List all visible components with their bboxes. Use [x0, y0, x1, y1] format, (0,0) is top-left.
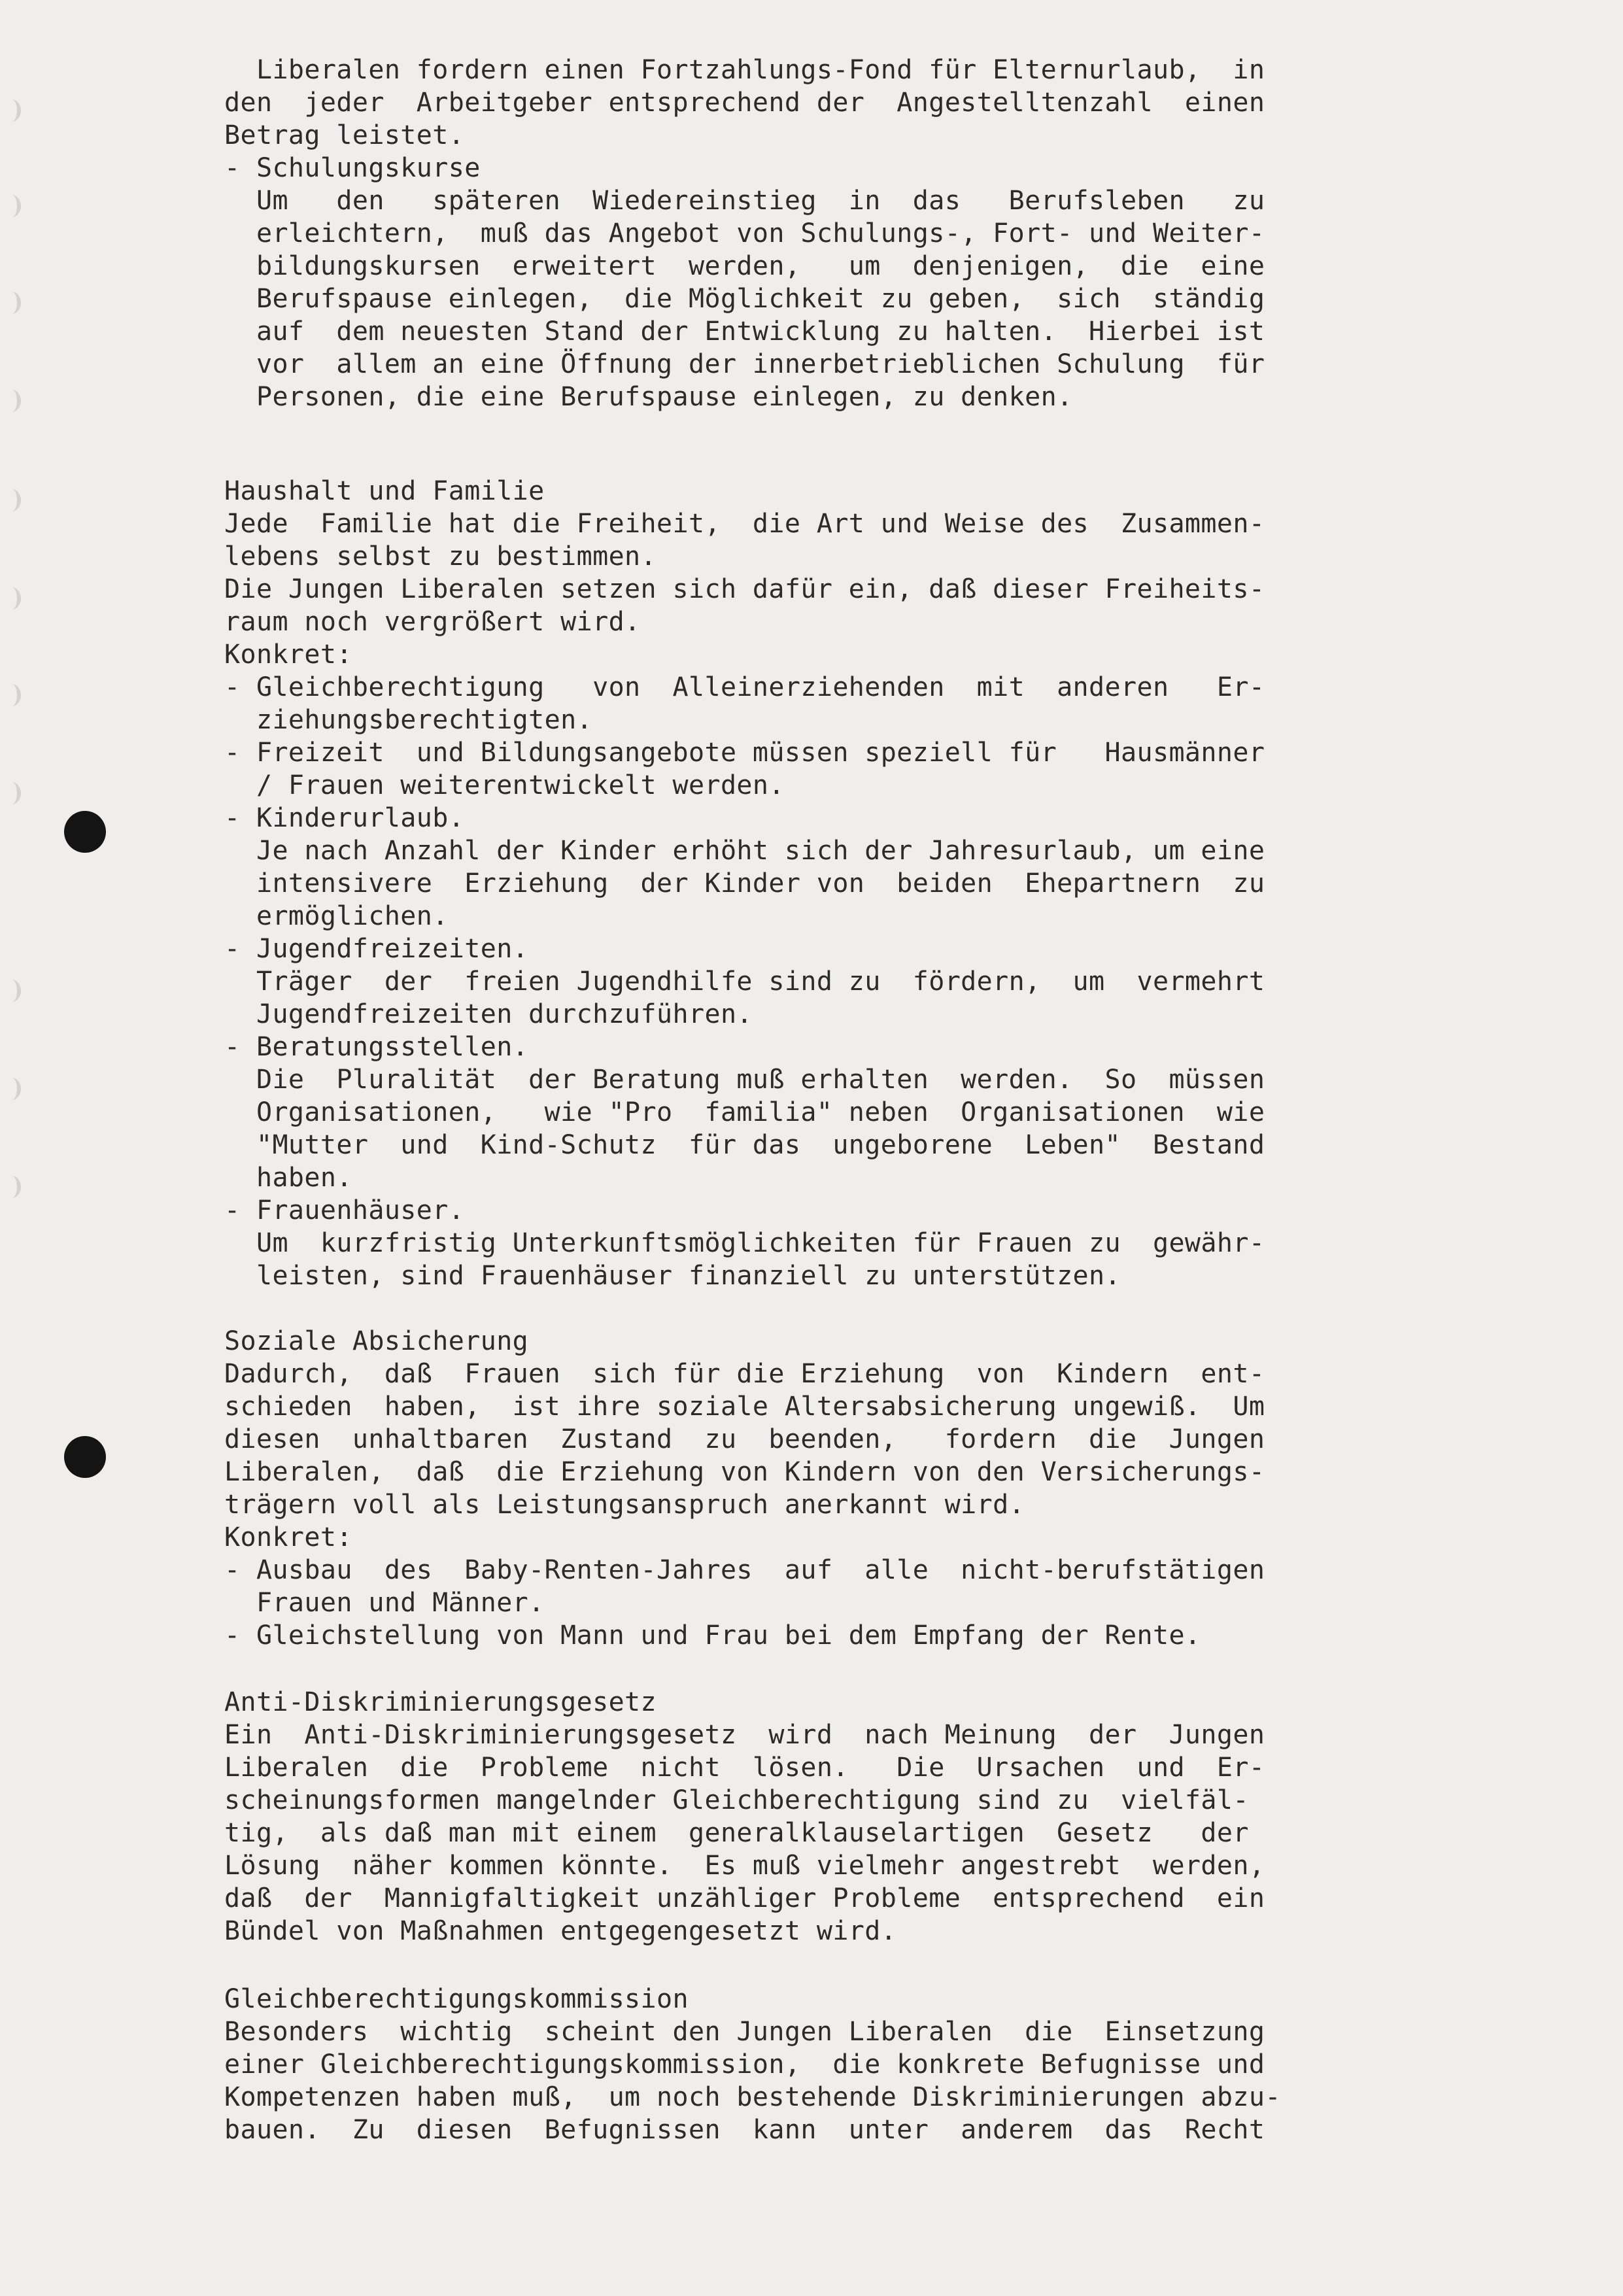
margin-mark — [3, 292, 21, 314]
text-line: Kompetenzen haben muß, um noch bestehende Diskriminierungen abzu- — [224, 2082, 1281, 2112]
margin-mark — [3, 1176, 21, 1198]
margin-mark — [3, 782, 21, 804]
text-line: diesen unhaltbaren Zustand zu beenden, fordern die Jungen — [224, 1424, 1265, 1454]
text-line: Besonders wichtig scheint den Jungen Liberalen die Einsetzung — [224, 2017, 1265, 2047]
text-line: ziehungsberechtigten. — [224, 705, 593, 735]
text-line: Ein Anti-Diskriminierungsgesetz wird nach Meinung der Jungen — [224, 1720, 1265, 1750]
text-line: trägern voll als Leistungsanspruch anerkannt wird. — [224, 1490, 1025, 1520]
margin-mark — [3, 684, 21, 706]
text-line: Träger der freien Jugendhilfe sind zu fördern, um vermehrt — [224, 967, 1265, 997]
text-line: Konkret: — [224, 1522, 352, 1552]
text-line: Dadurch, daß Frauen sich für die Erziehung von Kindern ent- — [224, 1359, 1265, 1389]
text-line: Die Jungen Liberalen setzen sich dafür ein, daß dieser Freiheits- — [224, 574, 1265, 604]
margin-mark — [3, 99, 21, 122]
text-line: Um den späteren Wiedereinstieg in das Berufsleben zu — [224, 186, 1265, 216]
text-line: intensivere Erziehung der Kinder von beiden Ehepartnern zu — [224, 868, 1265, 899]
text-line: Um kurzfristig Unterkunftsmöglichkeiten für Frauen zu gewähr- — [224, 1228, 1265, 1258]
text-line: Jede Familie hat die Freiheit, die Art und Weise des Zusammen- — [224, 509, 1265, 539]
text-line: "Mutter und Kind-Schutz für das ungeborene Leben" Bestand — [224, 1130, 1265, 1160]
text-line: daß der Mannigfaltigkeit unzähliger Probleme entsprechend ein — [224, 1883, 1265, 1913]
margin-mark — [3, 390, 21, 412]
margin-mark — [3, 587, 21, 609]
text-line: - Schulungskurse — [224, 153, 481, 183]
text-line: / Frauen weiterentwickelt werden. — [224, 770, 785, 800]
text-line: erleichtern, muß das Angebot von Schulungs-, Fort- und Weiter- — [224, 218, 1265, 248]
text-block — [224, 54, 1297, 413]
punch-hole-top — [64, 811, 106, 853]
text-line: Lösung näher kommen könnte. Es muß vielmehr angestrebt werden, — [224, 1851, 1265, 1881]
text-line: - Gleichberechtigung von Alleinerziehenden mit anderen Er- — [224, 672, 1265, 702]
margin-mark — [3, 980, 21, 1002]
text-line: - Gleichstellung von Mann und Frau bei dem Empfang der Rente. — [224, 1620, 1201, 1651]
text-block — [224, 475, 1297, 1292]
text-line: tig, als daß man mit einem generalklauselartigen Gesetz der — [224, 1818, 1249, 1848]
text-line: - Beratungsstellen. — [224, 1032, 529, 1062]
text-line: - Frauenhäuser. — [224, 1195, 465, 1225]
text-line: schieden haben, ist ihre soziale Altersabsicherung ungewiß. Um — [224, 1392, 1265, 1422]
text-line: - Jugendfreizeiten. — [224, 934, 529, 964]
text-line: Je nach Anzahl der Kinder erhöht sich der Jahresurlaub, um eine — [224, 836, 1265, 866]
margin-mark — [3, 195, 21, 217]
text-line: Liberalen, daß die Erziehung von Kindern von den Versicherungs- — [224, 1457, 1265, 1487]
section-heading: Soziale Absicherung — [224, 1326, 529, 1356]
text-line: bildungskursen erweitert werden, um denjenigen, die eine — [224, 251, 1265, 281]
text-line: - Kinderurlaub. — [224, 803, 465, 833]
section-heading: Gleichberechtigungskommission — [224, 1984, 689, 2014]
text-line: Liberalen fordern einen Fortzahlungs-Fond für Elternurlaub, in — [224, 55, 1265, 85]
text-line: lebens selbst zu bestimmen. — [224, 541, 657, 572]
text-line: auf dem neuesten Stand der Entwicklung zu halten. Hierbei ist — [224, 317, 1265, 347]
section-heading: Anti-Diskriminierungsgesetz — [224, 1687, 657, 1717]
text-line: Liberalen die Probleme nicht lösen. Die Ursachen und Er- — [224, 1753, 1265, 1783]
text-line: - Ausbau des Baby-Renten-Jahres auf alle nicht-berufstätigen — [224, 1555, 1265, 1585]
text-line: - Freizeit und Bildungsangebote müssen speziell für Hausmänner — [224, 738, 1265, 768]
text-line: raum noch vergrößert wird. — [224, 607, 641, 637]
text-line: Organisationen, wie "Pro familia" neben Organisationen wie — [224, 1097, 1265, 1127]
text-line: den jeder Arbeitgeber entsprechend der Angestelltenzahl einen — [224, 88, 1265, 118]
text-line: bauen. Zu diesen Befugnissen kann unter anderem das Recht — [224, 2115, 1265, 2145]
text-block — [224, 1325, 1297, 1652]
section-heading: Haushalt und Familie — [224, 476, 545, 506]
margin-mark — [3, 1078, 21, 1100]
text-line: Berufspause einlegen, die Möglichkeit zu geben, sich ständig — [224, 284, 1265, 314]
text-line: leisten, sind Frauenhäuser finanziell zu unterstützen. — [224, 1261, 1121, 1291]
text-block — [224, 1983, 1297, 2146]
text-line: Die Pluralität der Beratung muß erhalten werden. So müssen — [224, 1065, 1265, 1095]
text-line: Personen, die eine Berufspause einlegen, zu denken. — [224, 382, 1073, 412]
text-block — [224, 1686, 1297, 1947]
text-line: ermöglichen. — [224, 901, 449, 931]
text-line: Jugendfreizeiten durchzuführen. — [224, 999, 753, 1029]
text-line: einer Gleichberechtigungskommission, die konkrete Befugnisse und — [224, 2049, 1265, 2080]
text-line: scheinungsformen mangelnder Gleichberechtigung sind zu vielfäl- — [224, 1785, 1249, 1815]
punch-hole-bottom — [64, 1436, 106, 1478]
text-line: Betrag leistet. — [224, 120, 465, 150]
text-line: haben. — [224, 1163, 352, 1193]
text-line: Bündel von Maßnahmen entgegengesetzt wird. — [224, 1916, 897, 1946]
text-line: Konkret: — [224, 640, 352, 670]
margin-mark — [3, 489, 21, 511]
text-line: vor allem an eine Öffnung der innerbetrieblichen Schulung für — [224, 349, 1265, 379]
text-line: Frauen und Männer. — [224, 1588, 545, 1618]
